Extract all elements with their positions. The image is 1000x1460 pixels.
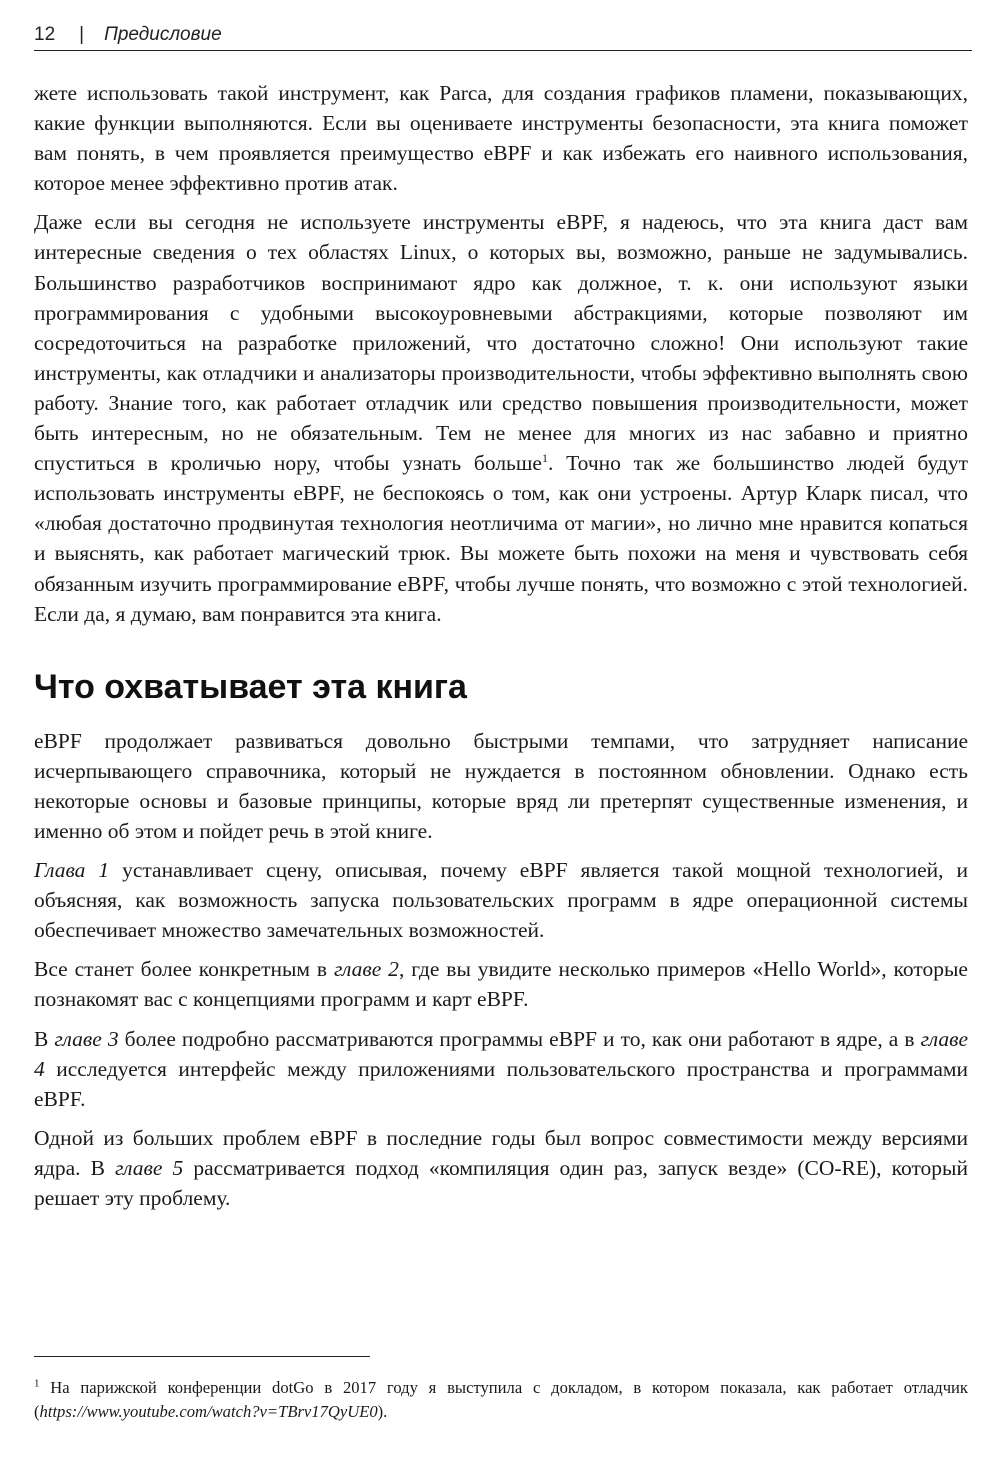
emphasis-text: главе 3 [54, 1026, 119, 1051]
text-run: Даже если вы сегодня не используете инструменты eBPF, я надеюсь, что эта книга даст вам интересные сведения о тех областях Linux, о которых вы, возможно, раньше не задумывались. Большинство разработчиков воспринимают ядро как должное, т. к. они используют языки программирования с удобными высокоуровневыми абстракциями, которые позволяют им сосредоточиться на разработке приложений, что достаточно сложно! Они используют такие инструменты, как отладчики и анализаторы производительности, чтобы эффективно выполнять свою работу. Знание того, как работает отладчик или средство повышения производительности, может быть интересным, но не обязательным. Тем не менее для многих из нас забавно и приятно спуститься в кроличью нору, чтобы узнать больше [34, 210, 968, 476]
paragraph [34, 1024, 968, 1114]
text-run: исследуется интерфейс между приложениями пользовательского пространства и программами eBPF. [34, 1056, 968, 1111]
chapter-title: Предисловие [104, 24, 222, 45]
footnote [34, 1376, 968, 1424]
page-body [34, 78, 968, 1222]
header-separator: | [79, 24, 85, 45]
text-run: На парижской конференции dotGo в 2017 году я выступила с докладом, в котором показала, как работает отладчик ( [34, 1378, 968, 1421]
emphasis-text: главе 2 [333, 957, 399, 982]
section-heading: Что охватывает эта книга [34, 667, 467, 706]
text-run: более подробно рассматриваются программы eBPF и то, как они работают в ядре, а в [118, 1026, 921, 1051]
paragraph [34, 954, 968, 1014]
text-run: eBPF продолжает развиваться довольно быстрыми темпами, что затрудняет написание исчерпывающего справочника, который не нуждается в постоянном обновлении. Однако есть некоторые основы и базовые принципы, которые вряд ли претерпят существенные изменения, и именно об этом и пойдет речь в этой книге. [34, 728, 968, 843]
footnote-divider [34, 1356, 370, 1357]
text-run: В [34, 1026, 55, 1051]
paragraph [34, 726, 968, 846]
footnote-marker: 1 [541, 450, 548, 465]
emphasis-text: главе 4 [34, 1026, 968, 1081]
paragraph [34, 78, 968, 198]
text-run: . Точно так же большинство людей будут использовать инструменты eBPF, не беспокоясь о том, как они устроены. Артур Кларк писал, что «любая достаточно продвинутая технология неотличима от магии», но лично мне нравится копаться и выяснять, как работает магический трюк. Вы можете быть похожи на меня и чувствовать себя обязанным изучить программирование eBPF, чтобы лучше понять, что возможно с этой технологией. Если да, я думаю, вам понравится эта книга. [34, 451, 968, 626]
footnote-marker: 1 [34, 1377, 40, 1390]
emphasis-text: https://www.youtube.com/watch?v=TBrv17QyUE0 [39, 1402, 378, 1421]
paragraph [34, 855, 968, 945]
paragraph [34, 1123, 968, 1213]
paragraphs-before-heading [34, 78, 968, 629]
text-run: устанавливает сцену, описывая, почему eBPF является такой мощной технологией, и объясняя, как возможность запуска пользовательских программ в ядре операционной системы обеспечивает множество замечательных возможностей. [34, 858, 968, 943]
paragraphs-after-heading [34, 726, 968, 1213]
page-number: 12 [34, 24, 56, 45]
text-run: рассматривается подход «компиляция один раз, запуск везде» (CO-RE), который решает эту проблему. [34, 1155, 969, 1210]
paragraph [34, 207, 968, 628]
emphasis-text: главе 5 [115, 1155, 184, 1180]
text-run: Все станет более конкретным в [34, 957, 334, 982]
running-header [34, 22, 972, 51]
text-run: жете использовать такой инструмент, как Parca, для создания графиков пламени, показывающих, какие функции выполняются. Если вы оцениваете инструменты безопасности, эта книга поможет вам понять, в чем проявляется преимущество eBPF и как избежать его наивного использования, которое менее эффективно против атак. [34, 81, 968, 196]
text-run: , где вы увидите несколько примеров «Hello World», которые познакомят вас с концепциями программ и карт eBPF. [34, 957, 968, 1012]
text-run: Одной из больших проблем eBPF в последние годы был вопрос совместимости между версиями ядра. В [34, 1125, 968, 1180]
text-run: ). [377, 1402, 388, 1421]
emphasis-text: Глава 1 [34, 858, 110, 883]
